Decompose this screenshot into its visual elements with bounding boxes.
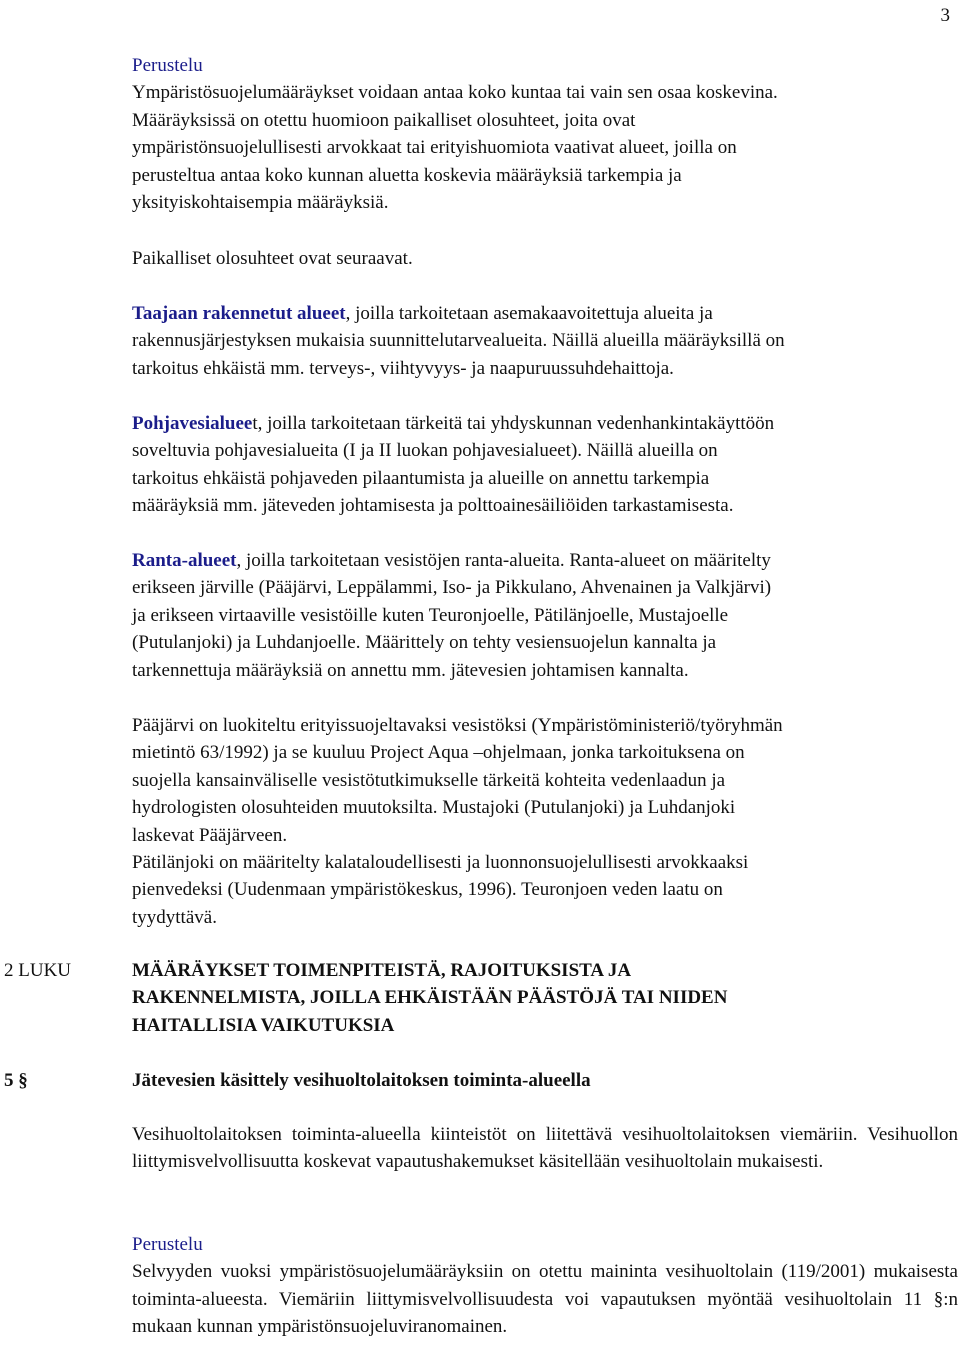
pohjavesi-line1: t, joilla tarkoitetaan tärkeitä tai yhdyskunnan vedenhankintakäyttöön [252, 413, 775, 434]
ranta-term: Ranta-alueet [132, 550, 237, 571]
taajama-paragraph [132, 300, 958, 382]
pohjavesi-term: Pohjavesialuee [132, 413, 253, 434]
text-line: Pääjärvi on luokiteltu erityissuojeltavaksi vesistöksi (Ympäristöministeriö/työryhmän [132, 715, 783, 736]
text-line: määräyksiä mm. jäteveden johtamisesta ja polttoainesäiliöiden tarkastamisesta. [132, 495, 734, 517]
intro-paragraph: Paikalliset olosuhteet ovat seuraavat. [132, 248, 413, 269]
perustelu-heading: Perustelu [132, 1234, 203, 1255]
text-line [132, 547, 958, 574]
text-line: yksityiskohtaisempia määräyksiä. [132, 192, 389, 214]
section-number: 5 § [4, 1070, 28, 1091]
text-line: ympäristönsuojelullisesti arvokkaat tai erityishuomiota vaativat alueet, joilla on [132, 137, 737, 159]
perustelu-heading: Perustelu [132, 55, 203, 76]
text-line: (Putulanjoki) ja Luhdanjoelle. Määrittely on tehty vesiensuojelun kannalta ja [132, 632, 717, 654]
taajama-term: Taajaan rakennetut alueet [132, 303, 346, 324]
chapter-title-line: RAKENNELMISTA, JOILLA EHKÄISTÄÄN PÄÄSTÖJÄ TAI NIIDEN [132, 987, 728, 1009]
paajarvi-paragraph [132, 712, 958, 931]
ranta-paragraph [132, 547, 958, 684]
page-number: 3 [940, 5, 950, 26]
perustelu2-block [132, 1231, 958, 1341]
text-line: pienvedeksi (Uudenmaan ympäristökeskus, 1996). Teuronjoen veden laatu on [132, 879, 723, 901]
text-line [132, 410, 958, 437]
text-line: tarkoitus ehkäistä mm. terveys-, viihtyvyys- ja naapuruussuhdehaittoja. [132, 357, 674, 379]
section-title: Jätevesien käsittely vesihuoltolaitoksen toiminta-alueella [132, 1070, 591, 1091]
text-line: tyydyttävä. [132, 906, 217, 928]
text-line: soveltuvia pohjavesialueita (I ja II luokan pohjavesialueet). Näillä alueilla on [132, 440, 718, 462]
text-line: suojella kansainväliselle vesistötutkimukselle tärkeitä kohteita vedenlaadun ja [132, 769, 726, 791]
text-line: tarkoitus ehkäistä pohjaveden pilaantumista ja alueille on annettu tarkempia [132, 467, 710, 489]
pohjavesi-paragraph [132, 410, 958, 520]
text-line [132, 300, 958, 327]
chapter-title-line: HAITALLISIA VAIKUTUKSIA [132, 1014, 395, 1036]
text-line: Ympäristösuojelumääräykset voidaan antaa koko kuntaa tai vain sen osaa koskevina. [132, 82, 778, 104]
perustelu2-body: Selvyyden vuoksi ympäristösuojelumääräyksiin on otettu maininta vesihuoltolain (119/2001) mukaisesta toiminta-alueesta. Viemäriin liittymisvelvollisuudesta voi vapautuksen myöntää vesihuoltolain 11 §:n mukaan kunnan ympäristönsuojeluviranomainen. [132, 1261, 958, 1338]
text-line: Pätilänjoki on määritelty kalataloudellisesti ja luonnonsuojelullisesti arvokkaaksi [132, 852, 749, 874]
text-line: laskevat Pääjärveen. [132, 824, 288, 846]
perustelu-block [132, 52, 958, 216]
chapter-title [132, 957, 932, 1039]
text-line: ja erikseen virtaaville vesistöille kuten Teuronjoelle, Pätilänjoelle, Mustajoelle [132, 604, 729, 626]
text-line: hydrologisten olosuhteiden muutoksilta. Mustajoki (Putulanjoki) ja Luhdanjoki [132, 797, 736, 819]
ranta-line1: , joilla tarkoitetaan vesistöjen ranta-alueita. Ranta-alueet on määritelty [236, 550, 771, 571]
text-line: mietintö 63/1992) ja se kuuluu Project Aqua –ohjelmaan, jonka tarkoituksena on [132, 742, 745, 764]
taajama-line1: , joilla tarkoitetaan asemakaavoitettuja alueita ja [345, 303, 713, 324]
text-line: erikseen järville (Pääjärvi, Leppälammi, Iso- ja Pikkulano, Ahvenainen ja Valkjärvi) [132, 577, 772, 599]
chapter-title-line: MÄÄRÄYKSET TOIMENPITEISTÄ, RAJOITUKSISTA JA [132, 960, 632, 981]
text-line: rakennusjärjestyksen mukaisia suunnittelutarvealueita. Näillä alueilla määräyksillä on [132, 330, 785, 352]
section-body: Vesihuoltolaitoksen toiminta-alueella kiinteistöt on liitettävä vesihuoltolaitoksen viemäriin. Vesihuollon liittymisvelvollisuutta koskevat vapautushakemukset käsitellään vesihuoltolain mukaisesti. [132, 1124, 958, 1173]
text-line: tarkennettuja määräyksiä on annettu mm. jätevesien johtamisen kannalta. [132, 659, 689, 681]
chapter-number: 2 LUKU [4, 960, 72, 981]
text-line: Määräyksissä on otettu huomioon paikalliset olosuhteet, joita ovat [132, 109, 636, 131]
text-line: perusteltua antaa koko kunnan aluetta koskevia määräyksiä tarkempia ja [132, 164, 682, 186]
